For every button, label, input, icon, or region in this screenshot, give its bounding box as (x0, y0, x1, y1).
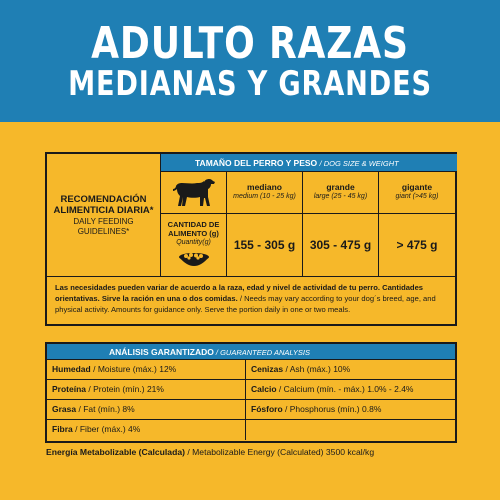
nutrient-name: Cenizas (251, 364, 284, 374)
analysis-cell (246, 360, 455, 380)
column-name: mediano (247, 182, 282, 192)
column-giant (379, 172, 455, 214)
analysis-cell (246, 400, 455, 420)
nutrient-name: Grasa (52, 404, 77, 414)
nutrient-name: Proteína (52, 384, 87, 394)
quantity-cell (161, 214, 227, 276)
energy-label-en: / Metabolizable Energy (Calculated) 3500 kcal/kg (184, 447, 375, 457)
nutrient-value: / Calcium (mín. - máx.) 1.0% - 2.4% (276, 384, 414, 394)
recommendation-cell (47, 154, 161, 276)
analysis-row (47, 360, 455, 380)
feeding-note-es: Las necesidades pueden variar de acuerdo a la raza, edad y nivel de actividad de tu perro. Cantidades orientativas. Sirve la ración en una o dos comidas. (55, 283, 424, 303)
size-header-en: / DOG SIZE & WEIGHT (319, 159, 399, 168)
column-name: gigante (401, 182, 433, 192)
dog-cell (161, 172, 227, 214)
nutrient-value: / Fiber (máx.) 4% (72, 424, 141, 434)
title-band (0, 0, 500, 122)
nutrient-name: Fibra (52, 424, 73, 434)
nutrient-value: / Fat (mín.) 8% (76, 404, 135, 414)
analysis-row (47, 420, 455, 440)
title-line-2: MEDIANAS Y GRANDES (68, 64, 432, 104)
column-range: large (25 - 45 kg) (313, 193, 368, 200)
recommendation-es: RECOMENDACIÓN ALIMENTICIA DIARIA* (53, 193, 154, 216)
title-line-1: ADULTO RAZAS (91, 18, 409, 69)
analysis-row (47, 400, 455, 420)
column-large (303, 172, 379, 214)
analysis-cell (246, 380, 455, 400)
value-large: 305 - 475 g (303, 214, 379, 276)
analysis-table (45, 342, 457, 443)
feeding-table (45, 152, 457, 326)
feeding-note (47, 276, 455, 326)
column-medium (227, 172, 303, 214)
nutrient-name: Fósforo (251, 404, 283, 414)
quantity-es: CANTIDAD DE ALIMENTO (g) (167, 220, 220, 238)
size-header (161, 154, 457, 172)
analysis-header (47, 344, 455, 360)
energy-label-es: Energía Metabolizable (Calculada) (46, 447, 185, 457)
nutrient-name: Humedad (52, 364, 91, 374)
nutrient-value: / Protein (mín.) 21% (86, 384, 164, 394)
analysis-header-en: / GUARANTEED ANALYSIS (213, 348, 310, 357)
quantity-en: Quantity(g) (176, 239, 211, 246)
nutrient-name: Calcio (251, 384, 277, 394)
feeding-note-en: / Needs may vary according to your dog´s breed, age, and physical activity. Amounts for guidance only. Serve the portion daily in one or two meals. (55, 294, 436, 314)
nutrient-value: / Ash (máx.) 10% (283, 364, 351, 374)
column-range: giant (>45 kg) (395, 193, 439, 200)
analysis-row (47, 380, 455, 400)
food-bowl-icon (176, 249, 212, 269)
recommendation-en: DAILY FEEDING GUIDELINES* (73, 216, 134, 236)
nutrient-value: / Phosphorus (mín.) 0.8% (282, 404, 382, 414)
analysis-header-es: ANÁLISIS GARANTIZADO (109, 347, 214, 357)
analysis-cell (47, 400, 246, 420)
analysis-cell (47, 420, 246, 440)
analysis-cell (47, 380, 246, 400)
dog-silhouette-icon (171, 176, 217, 210)
nutrient-value: / Moisture (máx.) 12% (90, 364, 177, 374)
analysis-cell (47, 360, 246, 380)
analysis-cell (246, 420, 455, 440)
column-range: medium (10 - 25 kg) (233, 193, 296, 200)
size-header-es: TAMAÑO DEL PERRO Y PESO (195, 158, 318, 168)
value-medium: 155 - 305 g (227, 214, 303, 276)
metabolizable-energy (46, 447, 466, 457)
column-name: grande (326, 182, 355, 192)
value-giant: > 475 g (396, 238, 438, 252)
